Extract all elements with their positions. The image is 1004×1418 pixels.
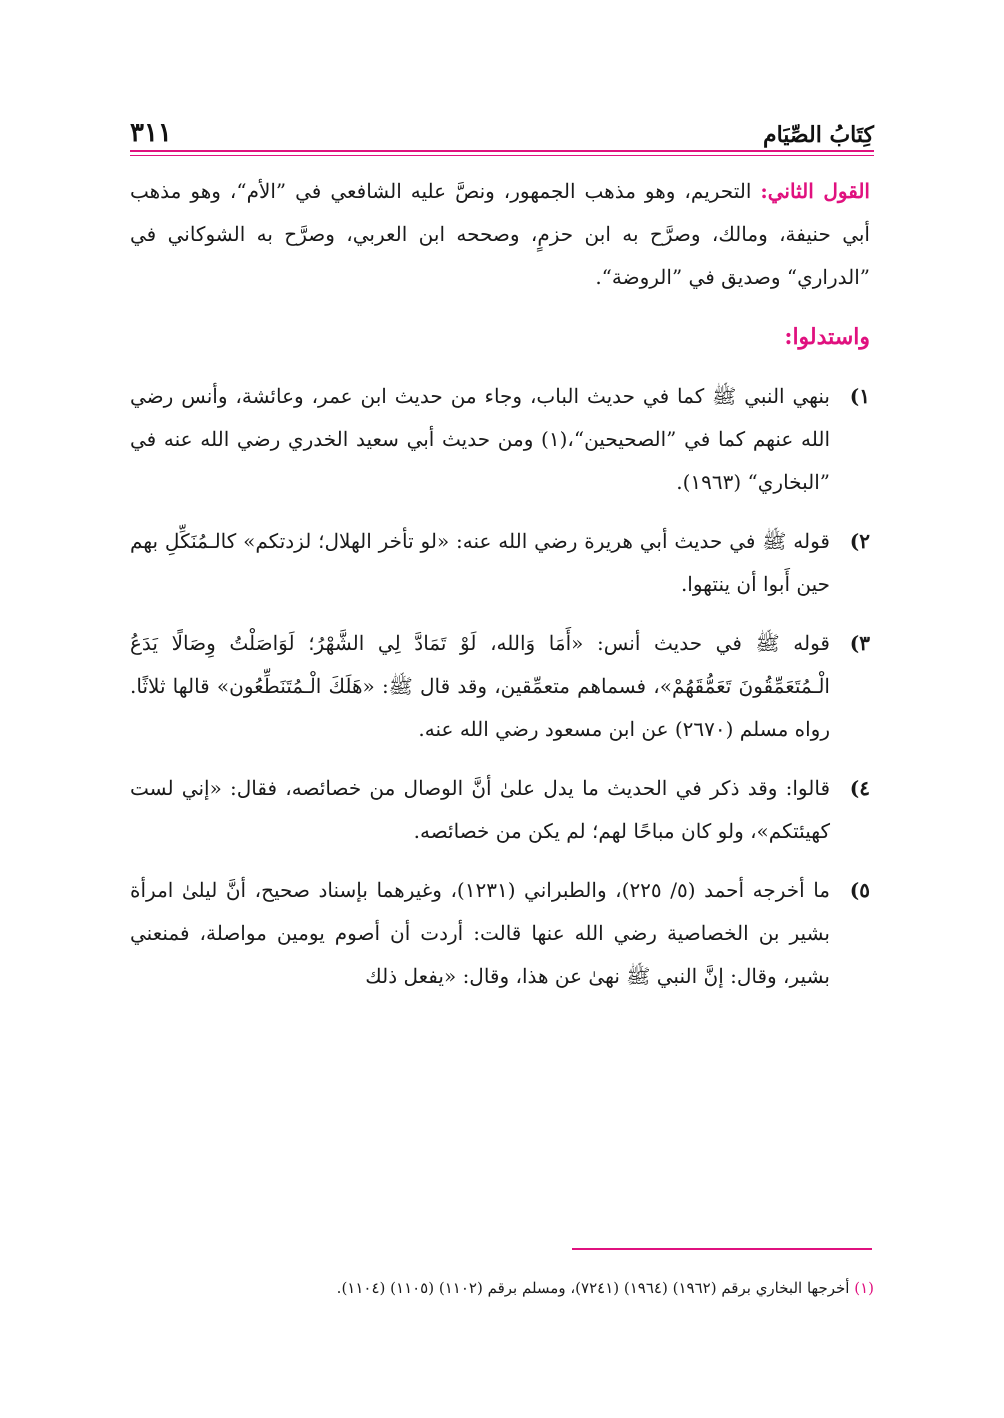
intro-text: التحريم، وهو مذهب الجمهور، ونصَّ عليه الشافعي في ”الأم“، وهو مذهب أبي حنيفة، ومالك، وصرَّح به ابن حزمٍ، وصححه ابن العربي، وصرَّح به الشوكاني في ”الدراري“ وصديق في ”الروضة“. (130, 179, 870, 289)
list-item (130, 869, 870, 998)
footnote-rule (572, 1248, 872, 1250)
page-header (130, 108, 874, 148)
list-item-text: قالوا: وقد ذكر في الحديث ما يدل علىٰ أنَّ الوصال من خصائصه، فقال: «إني لست كهيئتكم»، ولو كان مباحًا لهم؛ لم يكن من خصائصه. (130, 776, 830, 843)
intro-lead: القول الثاني: (760, 179, 870, 203)
footnote-text: أخرجها البخاري برقم (١٩٦٢) (١٩٦٤) (٧٢٤١)، ومسلم برقم (١١٠٢) (١١٠٥) (١١٠٤). (336, 1279, 855, 1297)
footnote (130, 1275, 874, 1301)
list-item-number: ٢) (849, 529, 870, 553)
list-item (130, 622, 870, 751)
main-text (130, 170, 870, 998)
list-item-text: قوله ﷺ في حديث أنس: «أَمَا وَالله، لَوْ تَمَادَّ لِي الشَّهْرُ؛ لَوَاصَلْتُ وِصَالًا يَدَعُ الْـمُتَعَمِّقُونَ تَعَمُّقَهُمْ»، فسماهم متعمِّقين، وقد قال ﷺ: «هَلَكَ الْـمُتَنَطِّعُون» قالها ثلاثًا. رواه مسلم (٢٦٧٠) عن ابن مسعود رضي الله عنه. (130, 631, 830, 741)
list-item-number: ٥) (849, 878, 870, 902)
list-item (130, 520, 870, 606)
page-number: ٣١١ (130, 118, 172, 148)
list-item-text: بنهي النبي ﷺ كما في حديث الباب، وجاء من حديث ابن عمر، وعائشة، وأنس رضي الله عنهم كما في ”الصحيحين“،(١) ومن حديث أبي سعيد الخدري رضي الله عنه في ”البخاري“ (١٩٦٣). (130, 384, 830, 494)
list-item (130, 375, 870, 504)
list-item (130, 767, 870, 853)
list-item-number: ٣) (849, 631, 870, 655)
intro-paragraph (130, 170, 870, 299)
header-rule-thick (130, 150, 874, 152)
list-item-text: ما أخرجه أحمد (٥/ ٢٢٥)، والطبراني (١٢٣١)، وغيرهما بإسناد صحيح، أنَّ ليلىٰ امرأة بشير بن الخصاصية رضي الله عنها قالت: أردت أن أصوم يومين مواصلة، فمنعني بشير، وقال: إنَّ النبي ﷺ نهىٰ عن هذا، وقال: «يفعل ذلك (130, 878, 831, 988)
footnote-mark: (١) (854, 1279, 874, 1297)
list-item-number: ١) (849, 384, 870, 408)
list-item-text: قوله ﷺ في حديث أبي هريرة رضي الله عنه: «لو تأخر الهلال؛ لزدتكم» كالـمُنَكِّلِ بهم حين أَبوا أن ينتهوا. (130, 529, 830, 596)
section-heading: واستدلوا: (784, 324, 870, 350)
list-item-number: ٤) (849, 776, 870, 800)
book-title: كِتَابُ الصِّيَام (762, 122, 874, 148)
header-rule-thin (130, 155, 874, 156)
